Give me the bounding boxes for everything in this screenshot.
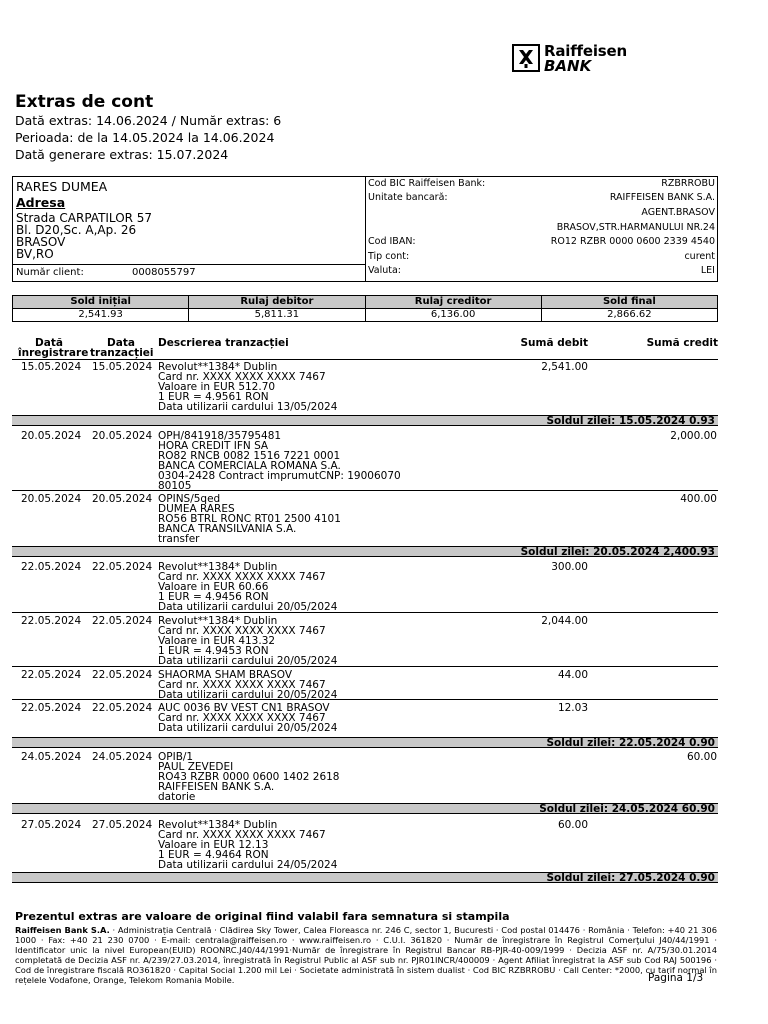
transaction-debit-amount: 2,044.00 bbox=[541, 615, 588, 627]
address-line: BV,RO bbox=[16, 247, 54, 261]
description-line: Card nr. XXXX XXXX XXXX 7467 bbox=[158, 625, 326, 637]
transaction-date: 22.05.2024 bbox=[92, 702, 153, 714]
description-line: 1 EUR = 4.9453 RON bbox=[158, 645, 269, 657]
page-number: Pagina 1/3 bbox=[648, 972, 704, 984]
address-line: BRASOV bbox=[16, 235, 66, 249]
transaction-date: 20.05.2024 bbox=[92, 493, 153, 505]
description-line: OPINS/5qed bbox=[158, 493, 221, 505]
statement-period-line: Perioada: de la 14.05.2024 la 14.06.2024 bbox=[15, 130, 275, 145]
transaction-date-registered: 22.05.2024 bbox=[21, 669, 82, 681]
bank-info-key: Valuta: bbox=[368, 265, 401, 276]
transaction-debit-amount: 2,541.00 bbox=[541, 361, 588, 373]
bank-info-value: RO12 RZBR 0000 0600 2339 4540 bbox=[550, 236, 715, 247]
daily-balance-bar: Soldul zilei: 24.05.2024 60.90 bbox=[12, 803, 718, 814]
header-text: Dată bbox=[35, 337, 63, 349]
description-line: RO43 RZBR 0000 0600 1402 2618 bbox=[158, 771, 340, 783]
description-line: Revolut**1384* Dublin bbox=[158, 361, 278, 373]
summary-header: Sold inițial bbox=[13, 296, 189, 309]
closing-balance: 2,866.62 bbox=[541, 309, 717, 322]
description-line: Revolut**1384* Dublin bbox=[158, 561, 278, 573]
description-line: Revolut**1384* Dublin bbox=[158, 819, 278, 831]
row-divider bbox=[12, 490, 718, 491]
client-number-value: 0008055797 bbox=[132, 267, 196, 278]
raiffeisen-logo-icon bbox=[512, 44, 540, 72]
client-name: RARES DUMEA bbox=[16, 179, 108, 194]
client-info-box bbox=[12, 176, 366, 282]
daily-balance-bar: Soldul zilei: 22.05.2024 0.90 bbox=[12, 737, 718, 748]
transaction-credit-amount: 400.00 bbox=[680, 493, 717, 505]
description-line: 1 EUR = 4.9561 RON bbox=[158, 391, 269, 403]
summary-header: Rulaj debitor bbox=[189, 296, 365, 309]
description-line: Data utilizarii cardului 20/05/2024 bbox=[158, 655, 338, 667]
header-text: înregistrare bbox=[18, 347, 89, 359]
logo-word-raiffeisen: Raiffeisen bbox=[544, 42, 627, 60]
bank-info-value: BRASOV,STR.HARMANULUI NR.24 bbox=[556, 222, 715, 233]
description-line: RO82 RNCB 0082 1516 7221 0001 bbox=[158, 450, 341, 462]
transaction-debit-amount: 44.00 bbox=[557, 669, 588, 681]
transaction-date: 24.05.2024 bbox=[92, 751, 153, 763]
bank-info-row bbox=[368, 178, 715, 190]
summary-header: Sold final bbox=[541, 296, 717, 309]
bank-info-key: Tip cont: bbox=[368, 251, 410, 262]
description-line: Card nr. XXXX XXXX XXXX 7467 bbox=[158, 679, 326, 691]
description-line: Card nr. XXXX XXXX XXXX 7467 bbox=[158, 571, 326, 583]
description-line: BANCA TRANSILVANIA S.A. bbox=[158, 523, 297, 535]
transactions-header bbox=[12, 337, 718, 360]
opening-balance: 2,541.93 bbox=[13, 309, 189, 322]
footer-company: Raiffeisen Bank S.A. bbox=[15, 925, 110, 935]
description-line: BANCA COMERCIALA ROMANA S.A. bbox=[158, 460, 341, 472]
transaction-description bbox=[158, 562, 337, 612]
daily-balance-bar: Soldul zilei: 15.05.2024 0.93 bbox=[12, 415, 718, 426]
divider bbox=[13, 264, 365, 265]
description-line: OPH/841918/35795481 bbox=[158, 430, 282, 442]
description-line: SHAORMA SHAM BRASOV bbox=[158, 669, 293, 681]
col-credit-header: Sumă credit bbox=[646, 337, 718, 349]
transaction-date: 22.05.2024 bbox=[92, 669, 153, 681]
transaction-date-registered: 22.05.2024 bbox=[21, 561, 82, 573]
bank-info-key: Unitate bancară: bbox=[368, 192, 448, 203]
balance-summary-table bbox=[12, 295, 718, 322]
col-description-header: Descrierea tranzacției bbox=[158, 337, 289, 349]
transaction-date-registered: 27.05.2024 bbox=[21, 819, 82, 831]
daily-balance-bar: Soldul zilei: 27.05.2024 0.90 bbox=[12, 872, 718, 883]
summary-header: Rulaj creditor bbox=[365, 296, 541, 309]
description-line: 1 EUR = 4.9456 RON bbox=[158, 591, 269, 603]
description-line: Valoare in EUR 413.32 bbox=[158, 635, 276, 647]
description-line: Valoare in EUR 12.13 bbox=[158, 839, 269, 851]
description-line: OPIB/1 bbox=[158, 751, 194, 763]
description-line: Card nr. XXXX XXXX XXXX 7467 bbox=[158, 829, 326, 841]
bank-info-value: RAIFFEISEN BANK S.A. bbox=[609, 192, 715, 203]
description-line: 80105 bbox=[158, 480, 192, 492]
col-date-reg-header bbox=[18, 337, 89, 359]
statement-date-line: Dată extras: 14.06.2024 / Număr extras: 6 bbox=[15, 113, 282, 128]
description-line: Data utilizarii cardului 13/05/2024 bbox=[158, 401, 338, 413]
description-line: AUC 0036 BV VEST CN1 BRASOV bbox=[158, 702, 330, 714]
total-credit: 6,136.00 bbox=[365, 309, 541, 322]
raiffeisen-logo bbox=[512, 42, 632, 76]
row-divider bbox=[12, 666, 718, 667]
address-label: Adresa bbox=[16, 195, 66, 210]
daily-balance-bar: Soldul zilei: 20.05.2024 2,400.93 bbox=[12, 546, 718, 557]
transaction-debit-amount: 12.03 bbox=[557, 702, 588, 714]
description-line: Valoare in EUR 512.70 bbox=[158, 381, 276, 393]
transaction-description bbox=[158, 616, 337, 666]
transaction-date-registered: 20.05.2024 bbox=[21, 493, 82, 505]
description-line: RO56 BTRL RONC RT01 2500 4101 bbox=[158, 513, 341, 525]
bank-info-value: curent bbox=[684, 251, 715, 262]
description-line: Data utilizarii cardului 24/05/2024 bbox=[158, 859, 338, 871]
header-text: tranzacției bbox=[90, 347, 154, 359]
description-line: Data utilizarii cardului 20/05/2024 bbox=[158, 601, 338, 613]
transaction-date-registered: 20.05.2024 bbox=[21, 430, 82, 442]
transaction-date-registered: 22.05.2024 bbox=[21, 702, 82, 714]
transaction-description bbox=[158, 820, 337, 870]
description-line: PAUL ZEVEDEI bbox=[158, 761, 234, 773]
bank-info-key: Cod IBAN: bbox=[368, 236, 416, 247]
transaction-description bbox=[158, 752, 339, 802]
description-line: Data utilizarii cardului 20/05/2024 bbox=[158, 689, 338, 701]
transaction-credit-amount: 60.00 bbox=[686, 751, 717, 763]
header-text: Data bbox=[107, 337, 135, 349]
bank-info-row bbox=[368, 222, 715, 234]
transaction-description bbox=[158, 703, 337, 733]
bank-info-key: Cod BIC Raiffeisen Bank: bbox=[368, 178, 486, 189]
bank-info-box bbox=[366, 176, 718, 282]
transaction-date: 15.05.2024 bbox=[92, 361, 153, 373]
description-line: Data utilizarii cardului 20/05/2024 bbox=[158, 722, 338, 734]
description-line: Card nr. XXXX XXXX XXXX 7467 bbox=[158, 712, 326, 724]
transaction-debit-amount: 300.00 bbox=[551, 561, 588, 573]
address-line: Bl. D20,Sc. A,Ap. 26 bbox=[16, 223, 137, 237]
description-line: Valoare in EUR 60.66 bbox=[158, 581, 269, 593]
col-debit-header: Sumă debit bbox=[520, 337, 588, 349]
row-divider bbox=[12, 699, 718, 700]
total-debit: 5,811.31 bbox=[189, 309, 365, 322]
bank-info-row bbox=[368, 236, 715, 248]
description-line: Card nr. XXXX XXXX XXXX 7467 bbox=[158, 371, 326, 383]
transaction-description bbox=[158, 431, 401, 491]
transaction-date-registered: 24.05.2024 bbox=[21, 751, 82, 763]
bank-info-row bbox=[368, 251, 715, 263]
bank-info-row bbox=[368, 265, 715, 277]
col-date-tx-header bbox=[90, 338, 152, 358]
statement-generated-line: Dată generare extras: 15.07.2024 bbox=[15, 147, 229, 162]
bank-info-row bbox=[368, 207, 715, 219]
description-line: transfer bbox=[158, 533, 200, 545]
original-validity-note: Prezentul extras are valoare de original fiind valabil fara semnatura si stampila bbox=[15, 910, 510, 923]
description-line: Revolut**1384* Dublin bbox=[158, 615, 278, 627]
description-line: DUMEA RARES bbox=[158, 503, 235, 515]
address-line: Strada CARPATILOR 57 bbox=[16, 211, 153, 225]
description-line: 0304-2428 Contract imprumutCNP: 19006070 bbox=[158, 470, 401, 482]
row-divider bbox=[12, 612, 718, 613]
transaction-date: 22.05.2024 bbox=[92, 561, 153, 573]
transaction-date: 20.05.2024 bbox=[92, 430, 153, 442]
transaction-date: 27.05.2024 bbox=[92, 819, 153, 831]
logo-word-bank: BANK bbox=[544, 57, 592, 75]
transaction-description bbox=[158, 670, 337, 700]
transaction-description bbox=[158, 362, 337, 412]
transaction-description bbox=[158, 494, 341, 544]
transaction-debit-amount: 60.00 bbox=[557, 819, 588, 831]
description-line: RAIFFEISEN BANK S.A. bbox=[158, 781, 275, 793]
bank-legal-footer bbox=[15, 925, 717, 985]
bank-info-value: RZBRROBU bbox=[661, 178, 715, 189]
bank-info-row bbox=[368, 192, 715, 204]
transaction-date: 22.05.2024 bbox=[92, 615, 153, 627]
transaction-date-registered: 15.05.2024 bbox=[21, 361, 82, 373]
transaction-credit-amount: 2,000.00 bbox=[670, 430, 717, 442]
client-number-label: Număr client: bbox=[16, 267, 84, 278]
bank-info-value: LEI bbox=[700, 265, 715, 276]
description-line: datorie bbox=[158, 791, 196, 803]
transaction-date-registered: 22.05.2024 bbox=[21, 615, 82, 627]
description-line: HORA CREDIT IFN SA bbox=[158, 440, 269, 452]
footer-legal-text: · Administrația Centrală · Clădirea Sky Tower, Calea Floreasca nr. 246 C, sector 1, Bucuresti · Cod postal 014476 · România · Telefon: +40 21 306 1000 · Fax: +40 21 230 0700 · E-mail: centrala@raiffeisen.ro · www.raiffeisen.ro · C.U.I. 361820 · Număr de înregistrare în Registrul Comerţului J40/44/1991 · Identificator unic la nivel European(EUID) ROONRC.J40/44/1991·Număr de înregistrare în Registrul Bancar RB-PJR-40-009/1999 · Decizia ASF nr. A/75/30.01.2014 completată de Decizia ASF nr. A/239/27.03.2014, înregistrată în Registrul Public al ASF sub nr. PJR01INCR/400009 · Agent Afiliat înregistrat la ASF sub Cod RAJ 500196 · Cod de înregistrare fiscală RO361820 · Capital Social 1.200 mil Lei · Societate administrată în sistem dualist · Cod BIC RZBRROBU · Call Center: *2000, cu tarif normal în rețelele Vodafone, Orange, Telekom Romania Mobile. bbox=[15, 925, 717, 985]
description-line: 1 EUR = 4.9464 RON bbox=[158, 849, 269, 861]
bank-info-value: AGENT.BRASOV bbox=[641, 207, 715, 218]
page-title: Extras de cont bbox=[15, 92, 154, 112]
